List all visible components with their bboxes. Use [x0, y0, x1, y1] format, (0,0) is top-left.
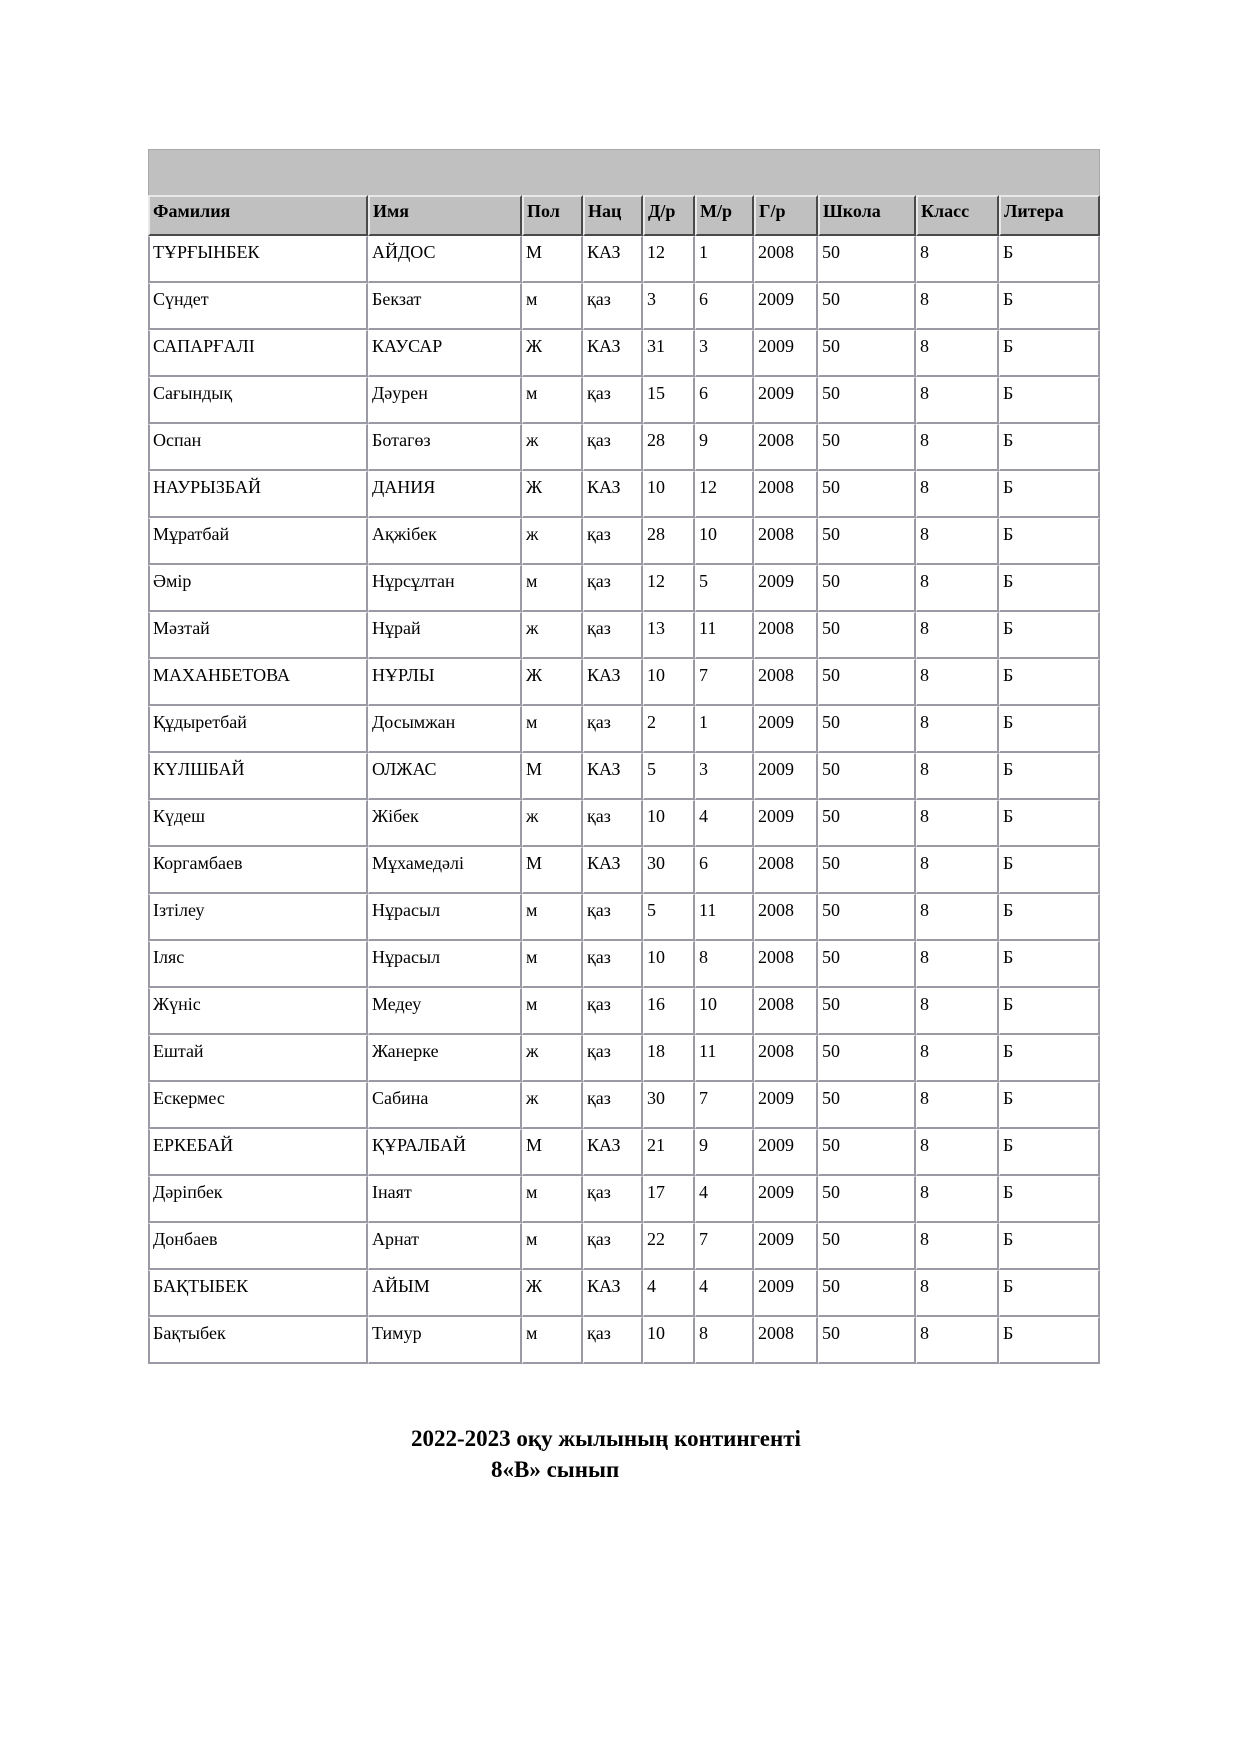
cell-birth-year: 2009: [754, 1223, 818, 1270]
cell-birth-month: 5: [695, 565, 754, 612]
cell-nationality: КАЗ: [583, 330, 643, 377]
table-row: [148, 236, 1100, 283]
cell-class: 8: [916, 1129, 999, 1176]
cell-birth-day: 10: [643, 1317, 695, 1364]
col-header-class: Класс: [916, 195, 999, 236]
cell-letter: Б: [999, 941, 1100, 988]
student-table: [148, 195, 1100, 1364]
cell-school: 50: [818, 894, 916, 941]
table-row: [148, 1129, 1100, 1176]
col-header-birth-day: Д/р: [643, 195, 695, 236]
cell-birth-month: 1: [695, 236, 754, 283]
cell-nationality: КАЗ: [583, 1129, 643, 1176]
cell-surname: БАҚТЫБЕК: [148, 1270, 368, 1317]
cell-birth-day: 10: [643, 941, 695, 988]
table-row: [148, 424, 1100, 471]
cell-surname: Ескермес: [148, 1082, 368, 1129]
cell-name: Жанерке: [368, 1035, 522, 1082]
cell-gender: м: [522, 1317, 583, 1364]
cell-name: ОЛЖАС: [368, 753, 522, 800]
cell-school: 50: [818, 612, 916, 659]
cell-surname: Іляс: [148, 941, 368, 988]
cell-class: 8: [916, 847, 999, 894]
cell-surname: Сағындық: [148, 377, 368, 424]
cell-name: Тимур: [368, 1317, 522, 1364]
cell-class: 8: [916, 565, 999, 612]
cell-class: 8: [916, 330, 999, 377]
cell-school: 50: [818, 1082, 916, 1129]
cell-school: 50: [818, 1176, 916, 1223]
cell-gender: м: [522, 988, 583, 1035]
cell-birth-year: 2009: [754, 565, 818, 612]
cell-nationality: КАЗ: [583, 753, 643, 800]
cell-birth-day: 16: [643, 988, 695, 1035]
cell-letter: Б: [999, 330, 1100, 377]
cell-surname: Дәріпбек: [148, 1176, 368, 1223]
cell-name: КАУСАР: [368, 330, 522, 377]
cell-gender: ж: [522, 518, 583, 565]
cell-birth-day: 12: [643, 565, 695, 612]
cell-birth-month: 10: [695, 518, 754, 565]
cell-nationality: қаз: [583, 800, 643, 847]
cell-surname: ЕРКЕБАЙ: [148, 1129, 368, 1176]
cell-class: 8: [916, 283, 999, 330]
cell-gender: м: [522, 1176, 583, 1223]
cell-surname: Жүніс: [148, 988, 368, 1035]
cell-nationality: қаз: [583, 1223, 643, 1270]
cell-birth-month: 8: [695, 1317, 754, 1364]
cell-birth-year: 2009: [754, 706, 818, 753]
table-row: [148, 1035, 1100, 1082]
cell-name: Бекзат: [368, 283, 522, 330]
cell-letter: Б: [999, 706, 1100, 753]
cell-school: 50: [818, 377, 916, 424]
cell-gender: ж: [522, 612, 583, 659]
cell-class: 8: [916, 753, 999, 800]
table-row: [148, 565, 1100, 612]
cell-birth-year: 2009: [754, 1270, 818, 1317]
cell-birth-day: 18: [643, 1035, 695, 1082]
cell-class: 8: [916, 424, 999, 471]
cell-birth-month: 4: [695, 1270, 754, 1317]
cell-letter: Б: [999, 236, 1100, 283]
cell-gender: М: [522, 236, 583, 283]
table-row: [148, 988, 1100, 1035]
cell-surname: Күдеш: [148, 800, 368, 847]
cell-birth-day: 5: [643, 753, 695, 800]
cell-birth-day: 10: [643, 659, 695, 706]
cell-class: 8: [916, 894, 999, 941]
table-row: [148, 847, 1100, 894]
cell-gender: Ж: [522, 330, 583, 377]
cell-school: 50: [818, 236, 916, 283]
cell-surname: НАУРЫЗБАЙ: [148, 471, 368, 518]
cell-letter: Б: [999, 1129, 1100, 1176]
cell-birth-year: 2008: [754, 236, 818, 283]
cell-birth-day: 10: [643, 471, 695, 518]
cell-birth-month: 11: [695, 1035, 754, 1082]
col-header-school: Школа: [818, 195, 916, 236]
cell-name: ДАНИЯ: [368, 471, 522, 518]
col-header-name: Имя: [368, 195, 522, 236]
cell-letter: Б: [999, 471, 1100, 518]
cell-birth-year: 2008: [754, 1317, 818, 1364]
cell-birth-year: 2009: [754, 377, 818, 424]
cell-letter: Б: [999, 753, 1100, 800]
cell-gender: ж: [522, 424, 583, 471]
cell-birth-day: 21: [643, 1129, 695, 1176]
cell-school: 50: [818, 753, 916, 800]
col-header-letter: Литера: [999, 195, 1100, 236]
cell-school: 50: [818, 1223, 916, 1270]
cell-gender: Ж: [522, 1270, 583, 1317]
cell-nationality: КАЗ: [583, 1270, 643, 1317]
cell-letter: Б: [999, 424, 1100, 471]
table-row: [148, 941, 1100, 988]
table-row: [148, 1223, 1100, 1270]
table-title-band: [148, 149, 1100, 195]
cell-birth-day: 28: [643, 424, 695, 471]
cell-birth-year: 2008: [754, 518, 818, 565]
cell-birth-month: 7: [695, 1082, 754, 1129]
table-row: [148, 800, 1100, 847]
table-row: [148, 894, 1100, 941]
cell-nationality: қаз: [583, 377, 643, 424]
cell-school: 50: [818, 988, 916, 1035]
cell-school: 50: [818, 565, 916, 612]
cell-birth-day: 22: [643, 1223, 695, 1270]
cell-surname: Мәзтай: [148, 612, 368, 659]
cell-letter: Б: [999, 847, 1100, 894]
cell-class: 8: [916, 988, 999, 1035]
cell-nationality: қаз: [583, 565, 643, 612]
cell-birth-year: 2008: [754, 1035, 818, 1082]
cell-birth-year: 2008: [754, 941, 818, 988]
cell-school: 50: [818, 518, 916, 565]
table-row: [148, 753, 1100, 800]
cell-nationality: қаз: [583, 706, 643, 753]
cell-surname: МАХАНБЕТОВА: [148, 659, 368, 706]
cell-birth-day: 30: [643, 1082, 695, 1129]
cell-birth-month: 9: [695, 1129, 754, 1176]
caption-year-contingent: 2022-2023 оқу жылының контингенті: [411, 1426, 801, 1451]
cell-birth-day: 15: [643, 377, 695, 424]
cell-surname: Ештай: [148, 1035, 368, 1082]
cell-letter: Б: [999, 1082, 1100, 1129]
cell-letter: Б: [999, 988, 1100, 1035]
cell-birth-year: 2009: [754, 283, 818, 330]
cell-name: Нұрасыл: [368, 894, 522, 941]
cell-birth-month: 6: [695, 283, 754, 330]
cell-letter: Б: [999, 894, 1100, 941]
cell-surname: САПАРҒАЛІ: [148, 330, 368, 377]
cell-gender: ж: [522, 800, 583, 847]
cell-nationality: қаз: [583, 988, 643, 1035]
cell-surname: КҮЛШБАЙ: [148, 753, 368, 800]
cell-birth-month: 11: [695, 612, 754, 659]
cell-letter: Б: [999, 377, 1100, 424]
cell-birth-day: 30: [643, 847, 695, 894]
cell-nationality: қаз: [583, 1176, 643, 1223]
cell-letter: Б: [999, 1035, 1100, 1082]
cell-name: АЙЫМ: [368, 1270, 522, 1317]
cell-name: АЙДОС: [368, 236, 522, 283]
cell-birth-month: 3: [695, 753, 754, 800]
table-row: [148, 518, 1100, 565]
cell-nationality: қаз: [583, 894, 643, 941]
cell-birth-month: 4: [695, 800, 754, 847]
cell-birth-month: 7: [695, 1223, 754, 1270]
cell-class: 8: [916, 612, 999, 659]
cell-surname: Әмір: [148, 565, 368, 612]
cell-birth-year: 2009: [754, 1129, 818, 1176]
cell-birth-year: 2009: [754, 800, 818, 847]
cell-birth-day: 2: [643, 706, 695, 753]
cell-name: Жібек: [368, 800, 522, 847]
table-row: [148, 706, 1100, 753]
cell-class: 8: [916, 941, 999, 988]
cell-name: Досымжан: [368, 706, 522, 753]
cell-school: 50: [818, 330, 916, 377]
cell-school: 50: [818, 706, 916, 753]
cell-school: 50: [818, 1270, 916, 1317]
cell-gender: Ж: [522, 471, 583, 518]
cell-school: 50: [818, 941, 916, 988]
cell-birth-month: 6: [695, 847, 754, 894]
cell-letter: Б: [999, 1176, 1100, 1223]
cell-birth-month: 3: [695, 330, 754, 377]
cell-birth-day: 13: [643, 612, 695, 659]
table-row: [148, 471, 1100, 518]
cell-class: 8: [916, 800, 999, 847]
cell-birth-year: 2008: [754, 847, 818, 894]
cell-birth-month: 10: [695, 988, 754, 1035]
cell-school: 50: [818, 424, 916, 471]
cell-gender: м: [522, 941, 583, 988]
cell-class: 8: [916, 471, 999, 518]
cell-surname: Донбаев: [148, 1223, 368, 1270]
cell-surname: ТҰРҒЫНБЕК: [148, 236, 368, 283]
cell-letter: Б: [999, 1317, 1100, 1364]
cell-name: Мұхамедәлі: [368, 847, 522, 894]
cell-nationality: қаз: [583, 1035, 643, 1082]
cell-gender: М: [522, 1129, 583, 1176]
cell-class: 8: [916, 1082, 999, 1129]
cell-class: 8: [916, 1317, 999, 1364]
cell-name: Ақжібек: [368, 518, 522, 565]
cell-letter: Б: [999, 1270, 1100, 1317]
cell-nationality: КАЗ: [583, 236, 643, 283]
cell-gender: м: [522, 283, 583, 330]
cell-name: ҚҰРАЛБАЙ: [368, 1129, 522, 1176]
cell-birth-day: 10: [643, 800, 695, 847]
cell-surname: Бақтыбек: [148, 1317, 368, 1364]
cell-class: 8: [916, 518, 999, 565]
cell-birth-day: 17: [643, 1176, 695, 1223]
cell-surname: Сүндет: [148, 283, 368, 330]
cell-gender: м: [522, 894, 583, 941]
cell-school: 50: [818, 471, 916, 518]
table-row: [148, 612, 1100, 659]
cell-birth-month: 1: [695, 706, 754, 753]
cell-birth-year: 2009: [754, 1176, 818, 1223]
cell-birth-year: 2008: [754, 894, 818, 941]
cell-nationality: қаз: [583, 424, 643, 471]
cell-birth-month: 8: [695, 941, 754, 988]
cell-birth-day: 12: [643, 236, 695, 283]
table-row: [148, 283, 1100, 330]
cell-birth-month: 7: [695, 659, 754, 706]
cell-gender: ж: [522, 1035, 583, 1082]
cell-letter: Б: [999, 659, 1100, 706]
cell-nationality: қаз: [583, 518, 643, 565]
cell-name: Дәурен: [368, 377, 522, 424]
cell-birth-year: 2009: [754, 330, 818, 377]
cell-birth-day: 4: [643, 1270, 695, 1317]
cell-nationality: қаз: [583, 283, 643, 330]
cell-name: Арнат: [368, 1223, 522, 1270]
cell-name: Нұрсұлтан: [368, 565, 522, 612]
table-row: [148, 659, 1100, 706]
cell-name: Нұрасыл: [368, 941, 522, 988]
cell-surname: Коргамбаев: [148, 847, 368, 894]
cell-birth-day: 5: [643, 894, 695, 941]
cell-birth-month: 9: [695, 424, 754, 471]
student-table-container: [148, 149, 1100, 1364]
cell-school: 50: [818, 1317, 916, 1364]
col-header-nationality: Нац: [583, 195, 643, 236]
cell-gender: Ж: [522, 659, 583, 706]
cell-surname: Мұратбай: [148, 518, 368, 565]
cell-letter: Б: [999, 612, 1100, 659]
cell-class: 8: [916, 1223, 999, 1270]
cell-class: 8: [916, 659, 999, 706]
cell-birth-year: 2008: [754, 659, 818, 706]
cell-name: Медеу: [368, 988, 522, 1035]
cell-letter: Б: [999, 1223, 1100, 1270]
cell-nationality: қаз: [583, 1082, 643, 1129]
cell-birth-month: 6: [695, 377, 754, 424]
cell-birth-year: 2009: [754, 1082, 818, 1129]
cell-name: Сабина: [368, 1082, 522, 1129]
cell-birth-month: 11: [695, 894, 754, 941]
cell-surname: Ізтілеу: [148, 894, 368, 941]
cell-name: Інаят: [368, 1176, 522, 1223]
cell-class: 8: [916, 1270, 999, 1317]
cell-nationality: КАЗ: [583, 659, 643, 706]
cell-birth-year: 2009: [754, 753, 818, 800]
cell-birth-year: 2008: [754, 612, 818, 659]
table-row: [148, 1270, 1100, 1317]
cell-letter: Б: [999, 565, 1100, 612]
cell-class: 8: [916, 377, 999, 424]
col-header-gender: Пол: [522, 195, 583, 236]
cell-gender: м: [522, 565, 583, 612]
cell-gender: м: [522, 706, 583, 753]
cell-letter: Б: [999, 283, 1100, 330]
table-row: [148, 1176, 1100, 1223]
cell-school: 50: [818, 800, 916, 847]
cell-school: 50: [818, 659, 916, 706]
cell-letter: Б: [999, 800, 1100, 847]
caption-class: 8«В» сынып: [491, 1457, 620, 1482]
cell-class: 8: [916, 1035, 999, 1082]
cell-birth-year: 2008: [754, 988, 818, 1035]
cell-gender: М: [522, 753, 583, 800]
cell-nationality: қаз: [583, 1317, 643, 1364]
cell-nationality: КАЗ: [583, 847, 643, 894]
cell-class: 8: [916, 236, 999, 283]
col-header-surname: Фамилия: [148, 195, 368, 236]
cell-birth-month: 4: [695, 1176, 754, 1223]
cell-gender: м: [522, 377, 583, 424]
table-header-row: [148, 195, 1100, 236]
cell-nationality: қаз: [583, 612, 643, 659]
cell-birth-month: 12: [695, 471, 754, 518]
cell-letter: Б: [999, 518, 1100, 565]
cell-gender: ж: [522, 1082, 583, 1129]
cell-gender: м: [522, 1223, 583, 1270]
cell-school: 50: [818, 1129, 916, 1176]
cell-birth-year: 2008: [754, 424, 818, 471]
table-row: [148, 1082, 1100, 1129]
table-body: [148, 236, 1100, 1364]
cell-surname: Құдыретбай: [148, 706, 368, 753]
cell-class: 8: [916, 1176, 999, 1223]
cell-birth-year: 2008: [754, 471, 818, 518]
cell-surname: Оспан: [148, 424, 368, 471]
cell-birth-day: 31: [643, 330, 695, 377]
cell-name: Ботагөз: [368, 424, 522, 471]
cell-name: НҰРЛЫ: [368, 659, 522, 706]
col-header-birth-month: М/р: [695, 195, 754, 236]
cell-school: 50: [818, 847, 916, 894]
table-row: [148, 330, 1100, 377]
cell-birth-day: 3: [643, 283, 695, 330]
cell-nationality: КАЗ: [583, 471, 643, 518]
table-row: [148, 1317, 1100, 1364]
cell-name: Нұрай: [368, 612, 522, 659]
cell-school: 50: [818, 1035, 916, 1082]
cell-gender: М: [522, 847, 583, 894]
cell-class: 8: [916, 706, 999, 753]
cell-school: 50: [818, 283, 916, 330]
cell-birth-day: 28: [643, 518, 695, 565]
cell-nationality: қаз: [583, 941, 643, 988]
table-row: [148, 377, 1100, 424]
col-header-birth-year: Г/р: [754, 195, 818, 236]
